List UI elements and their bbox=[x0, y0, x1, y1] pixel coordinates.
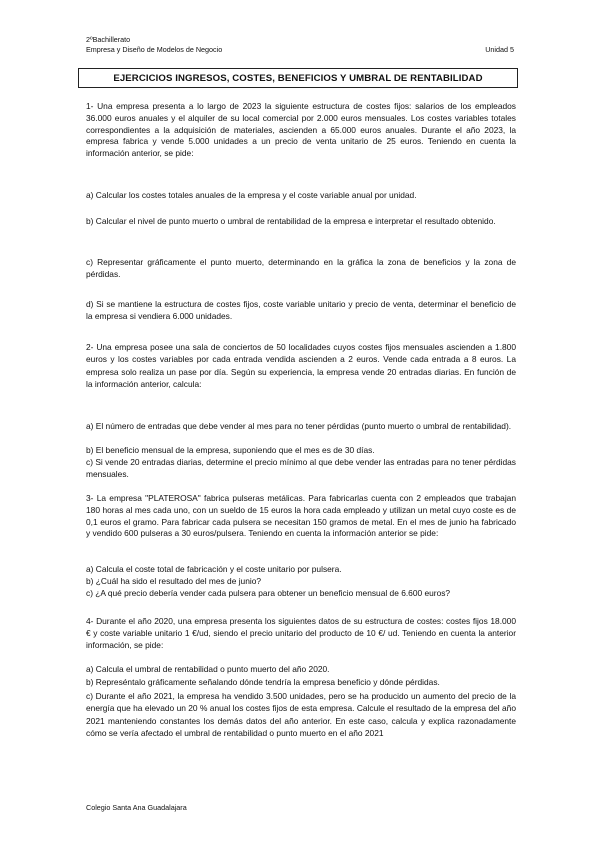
header-unit: Unidad 5 bbox=[485, 45, 514, 54]
page-title: EJERCICIOS INGRESOS, COSTES, BENEFICIOS Y UMBRAL DE RENTABILIDAD bbox=[78, 68, 518, 88]
exercise-4-question-c: c) Durante el año 2021, la empresa ha vendido 3.500 unidades, pero se ha producido un aumento del precio de la energía que ha elevado un 20 % anual los costes fijos de esta empresa. Calcule el resultado de la empresa del año 2021 manteniendo constantes los demás datos del año anterior. En este caso, calcula y explica razonadamente cómo se vería afectado el umbral de rentabilidad o punto muerto en el año 2021 bbox=[86, 691, 516, 739]
exercise-1-statement: 1- Una empresa presenta a lo largo de 2023 la siguiente estructura de costes fijos: salarios de los empleados 36.000 euros anuales y el alquiler de su local comercial por 2.000 euros mensuales. Los costes variables totales correspondientes a la adquisición de materiales, ascienden a 65.000 euros anuales. Durante el año 2023, la empresa fabrica y vende 5.000 unidades a un precio de venta unitario de 25 euros. Teniendo en cuenta la información anterior, se pide: bbox=[86, 101, 516, 159]
exercise-2-question-b: b) El beneficio mensual de la empresa, suponiendo que el mes es de 30 días. bbox=[86, 445, 375, 455]
exercise-4-question-b: b) Represéntalo gráficamente señalando dónde tendría la empresa beneficio y dónde pérdidas. bbox=[86, 677, 440, 687]
exercise-4-question-a: a) Calcula el umbral de rentabilidad o punto muerto del año 2020. bbox=[86, 664, 330, 674]
exercise-1-question-a: a) Calcular los costes totales anuales de la empresa y el coste variable anual por unidad. bbox=[86, 190, 417, 200]
exercise-3-question-b: b) ¿Cuál ha sido el resultado del mes de junio? bbox=[86, 576, 262, 586]
header-subject: Empresa y Diseño de Modelos de Negocio bbox=[86, 45, 223, 54]
exercise-3-question-c: c) ¿A qué precio debería vender cada pulsera para obtener un beneficio mensual de 6.600 euros? bbox=[86, 588, 451, 598]
exercise-3-question-a: a) Calcula el coste total de fabricación y el coste unitario por pulsera. bbox=[86, 564, 342, 574]
exercise-1-question-b: b) Calcular el nivel de punto muerto o umbral de rentabilidad de la empresa e interpretar el resultado obtenido. bbox=[86, 216, 496, 226]
exercise-2-question-a: a) El número de entradas que debe vender al mes para no tener pérdidas (punto muerto o umbral de rentabilidad). bbox=[86, 421, 512, 431]
exercise-1-question-d: d) Si se mantiene la estructura de costes fijos, coste variable unitario y precio de venta, determinar el beneficio de la empresa si vendiera 6.000 unidades. bbox=[86, 299, 516, 321]
exercise-1-question-c: c) Representar gráficamente el punto muerto, determinando en la gráfica la zona de beneficios y la zona de pérdidas. bbox=[86, 257, 516, 279]
exercise-4-statement: 4- Durante el año 2020, una empresa presenta los siguientes datos de su estructura de costes: costes fijos 18.000 € y coste variable unitario 1 €/ud, siendo el precio unitario del producto de 10 €/ ud. Teniendo en cuenta la anterior información, se pide: bbox=[86, 616, 516, 651]
exercise-2-question-c: c) Si vende 20 entradas diarias, determine el precio mínimo al que debe vender las entradas para no tener pérdidas mensuales. bbox=[86, 457, 516, 479]
exercise-2-statement: 2- Una empresa posee una sala de conciertos de 50 localidades cuyos costes fijos mensuales ascienden a 1.800 euros y los costes variables por cada entrada vendida ascienden a 2 euros. Vende cada entrada a 8 euros. La empresa solo realiza un pase por día. Según su experiencia, la empresa vende 20 entradas diarias. En función de la información anterior, calcula: bbox=[86, 342, 516, 390]
header-course: 2ºBachillerato bbox=[86, 35, 131, 44]
footer-school: Colegio Santa Ana Guadalajara bbox=[86, 803, 187, 812]
exercise-3-statement: 3- La empresa "PLATEROSA" fabrica pulseras metálicas. Para fabricarlas cuenta con 2 empleados que trabajan 180 horas al mes cada uno, con un sueldo de 15 euros la hora cada empleado y utilizan un metal cuyo coste es de 0,1 euros el gramo. Para fabricar cada pulsera se necesitan 150 gramos de metal. En el mes de junio ha fabricado y vendido 600 pulseras a 30 euros/pulsera. Teniendo en cuenta la información anterior se pide: bbox=[86, 493, 516, 539]
